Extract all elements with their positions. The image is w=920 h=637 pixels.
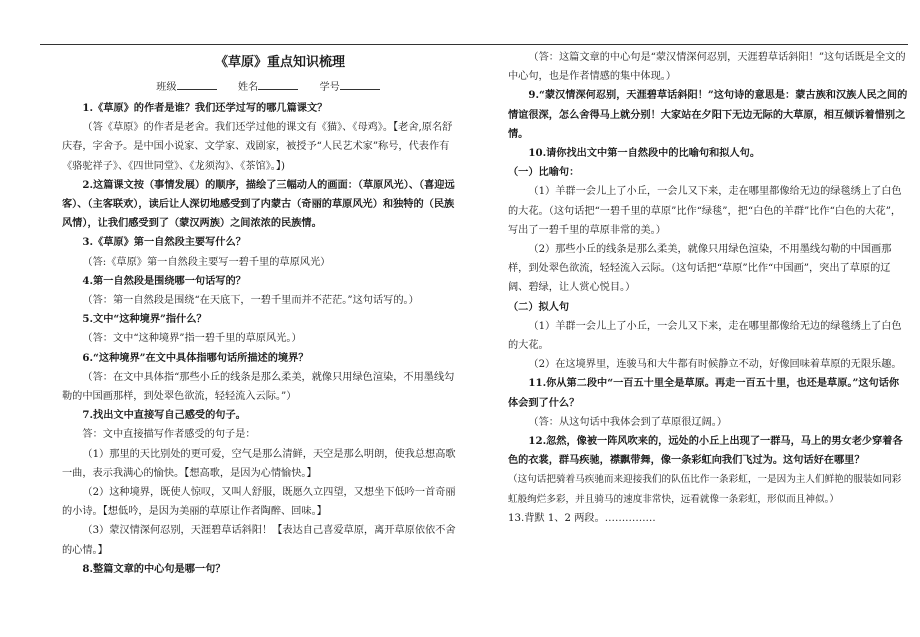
- answer-paragraph: （1）羊群一会儿上了小丘，一会儿又下来，走在哪里都像给无边的绿毯绣上了白色的大花。（这句话把“一碧千里的草原”比作“绿毯”，把“白色的羊群”比作“白色的大花”，写出了一碧千里的草原非常的美。）: [508, 186, 902, 236]
- page-title: 《草原》重点知识梳理: [214, 55, 345, 70]
- question-paragraph: 4.第一自然段是围绕哪一句话写的？: [82, 274, 246, 287]
- answer-paragraph: （答：从这句话中我体会到了草原很辽阔。）: [528, 416, 728, 428]
- question-paragraph: 10.请你找出文中第一自然段中的比喻句和拟人句。: [528, 147, 761, 160]
- class-label: 班级: [156, 82, 177, 93]
- question-paragraph: 11.你从第二段中“一百五十里全是草原。再走一百五十里，也还是草原。”这句话你体会到了什么？: [508, 377, 900, 409]
- question-paragraph: 12.忽然，像被一阵风吹来的，远处的小丘上出现了一群马，马上的男女老少穿着各色的衣裳，群马疾驰，襟飘带舞，像一条彩虹向我们飞过为。这句话好在哪里？: [508, 435, 903, 467]
- answer-paragraph: （1）那里的天比别处的更可爱，空气是那么清鲜，天空是那么明朗，使我总想高歌一曲，表示我满心的愉快。【想高歌，是因为心情愉快。】: [62, 448, 456, 479]
- question-paragraph: 6.“这种境界”在文中具体指哪句话所描述的境界？: [82, 351, 309, 364]
- student-info-line: [62, 78, 462, 97]
- section-heading: （二）拟人句: [508, 300, 570, 313]
- answer-paragraph: （3）蒙汉情深何忍别，天涯碧草话斜阳！【表达自己喜爱草原，离开草原依依不舍的心情。】: [62, 525, 456, 556]
- answer-paragraph: （1）羊群一会儿上了小丘，一会儿又下来，走在哪里都像给无边的绿毯绣上了白色的大花。: [508, 320, 902, 352]
- answer-paragraph: （答：这篇文章的中心句是“蒙汉情深何忍别，天涯碧草话斜阳！”这句话既是全文的中心句，也是作者情感的集中体现。）: [508, 52, 906, 83]
- section-heading: （一）比喻句：: [508, 166, 580, 179]
- right-column: [508, 48, 908, 528]
- question-paragraph: 3.《草原》第一自然段主要写什么？: [82, 236, 246, 249]
- top-rule: [40, 44, 908, 45]
- name-label: 姓名: [237, 82, 259, 93]
- answer-paragraph: （2）在这境界里，连骏马和大牛都有时候静立不动，好像回味着草原的无限乐趣。: [528, 359, 902, 371]
- answer-paragraph: 13.背默 1、2 两段。……………: [508, 512, 656, 524]
- answer-paragraph: 答：文中直接描写作者感受的句子是：: [82, 429, 256, 441]
- question-paragraph: 9.“蒙汉情深何忍别，天涯碧草话斜阳！”这句诗的意思是：蒙古族和汉族人民之间的情谊很深，怎么舍得马上就分别！大家站在夕阳下无边无际的大草原，相互倾诉着惜别之情。: [508, 89, 908, 140]
- answer-paragraph: （答:《草原》第一自然段主要写一碧千里的草原风光）: [82, 256, 331, 268]
- answer-paragraph: （这句话把骑着马疾驰而来迎接我们的队伍比作一条彩虹，一是因为主人们鲜艳的服装如同彩虹般绚烂多彩，并且骑马的速度非常快，远看就像一条彩虹，形似而且神似。）: [508, 474, 902, 505]
- answer-paragraph: （答：文中“这种境界”指一碧千里的草原风光。）: [82, 333, 302, 345]
- answer-paragraph: （答《草原》的作者是老舍。我们还学过他的课文有《猫》、《母鸡》。【老舍,原名舒庆春，字舍予。是中国小说家、文学家、戏剧家，被授予“人民艺术家”称号，代表作有《骆驼祥子》、《四世同堂》、《龙须沟》、《茶馆》。】): [62, 122, 453, 172]
- question-paragraph: 5.文中“这种境界”指什么？: [82, 313, 207, 326]
- id-blank[interactable]: [340, 78, 380, 90]
- answer-paragraph: （2）这种境界，既使人惊叹，又叫人舒服，既愿久立四望，又想坐下低吟一首奇丽的小诗。【想低吟，是因为美丽的草原让作者陶醉、回味。】: [62, 487, 456, 518]
- left-column: [62, 48, 462, 579]
- answer-paragraph: （答：第一自然段是围绕“在天底下，一碧千里而并不茫茫。”这句话写的。）: [82, 295, 419, 307]
- class-blank[interactable]: [177, 78, 217, 90]
- question-paragraph: 2.这篇课文按（事情发展）的顺序，描绘了三幅动人的画面：（草原风光）、（喜迎远客）、（主客联欢），读后让人深切地感受到了内蒙古（奇丽的草原风光）和独特的（民族风情），让我们感受到了（蒙汉两族）之间浓浓的民族情。: [62, 178, 455, 230]
- answer-paragraph: （答：在文中具体指“那些小丘的线条是那么柔美，就像只用绿色渲染，不用墨线勾勒的中国画那样，到处翠色欲流，轻轻流入云际。”）: [62, 371, 455, 403]
- name-blank[interactable]: [258, 78, 298, 90]
- question-paragraph: 8.整篇文章的中心句是哪一句？: [82, 562, 226, 575]
- question-paragraph: 7.找出文中直接写自己感受的句子。: [82, 409, 246, 422]
- question-paragraph: 1.《草原》的作者是谁？我们还学过写的哪几篇课文？: [82, 102, 328, 114]
- id-label: 学号: [319, 82, 340, 93]
- answer-paragraph: （2）那些小丘的线条是那么柔美，就像只用绿色渲染，不用墨线勾勒的中国画那样，到处翠色欲流，轻轻流入云际。（这句话把“草原”比作“中国画”，突出了草原的辽阔、碧绿，让人赏心悦目。）: [508, 244, 892, 294]
